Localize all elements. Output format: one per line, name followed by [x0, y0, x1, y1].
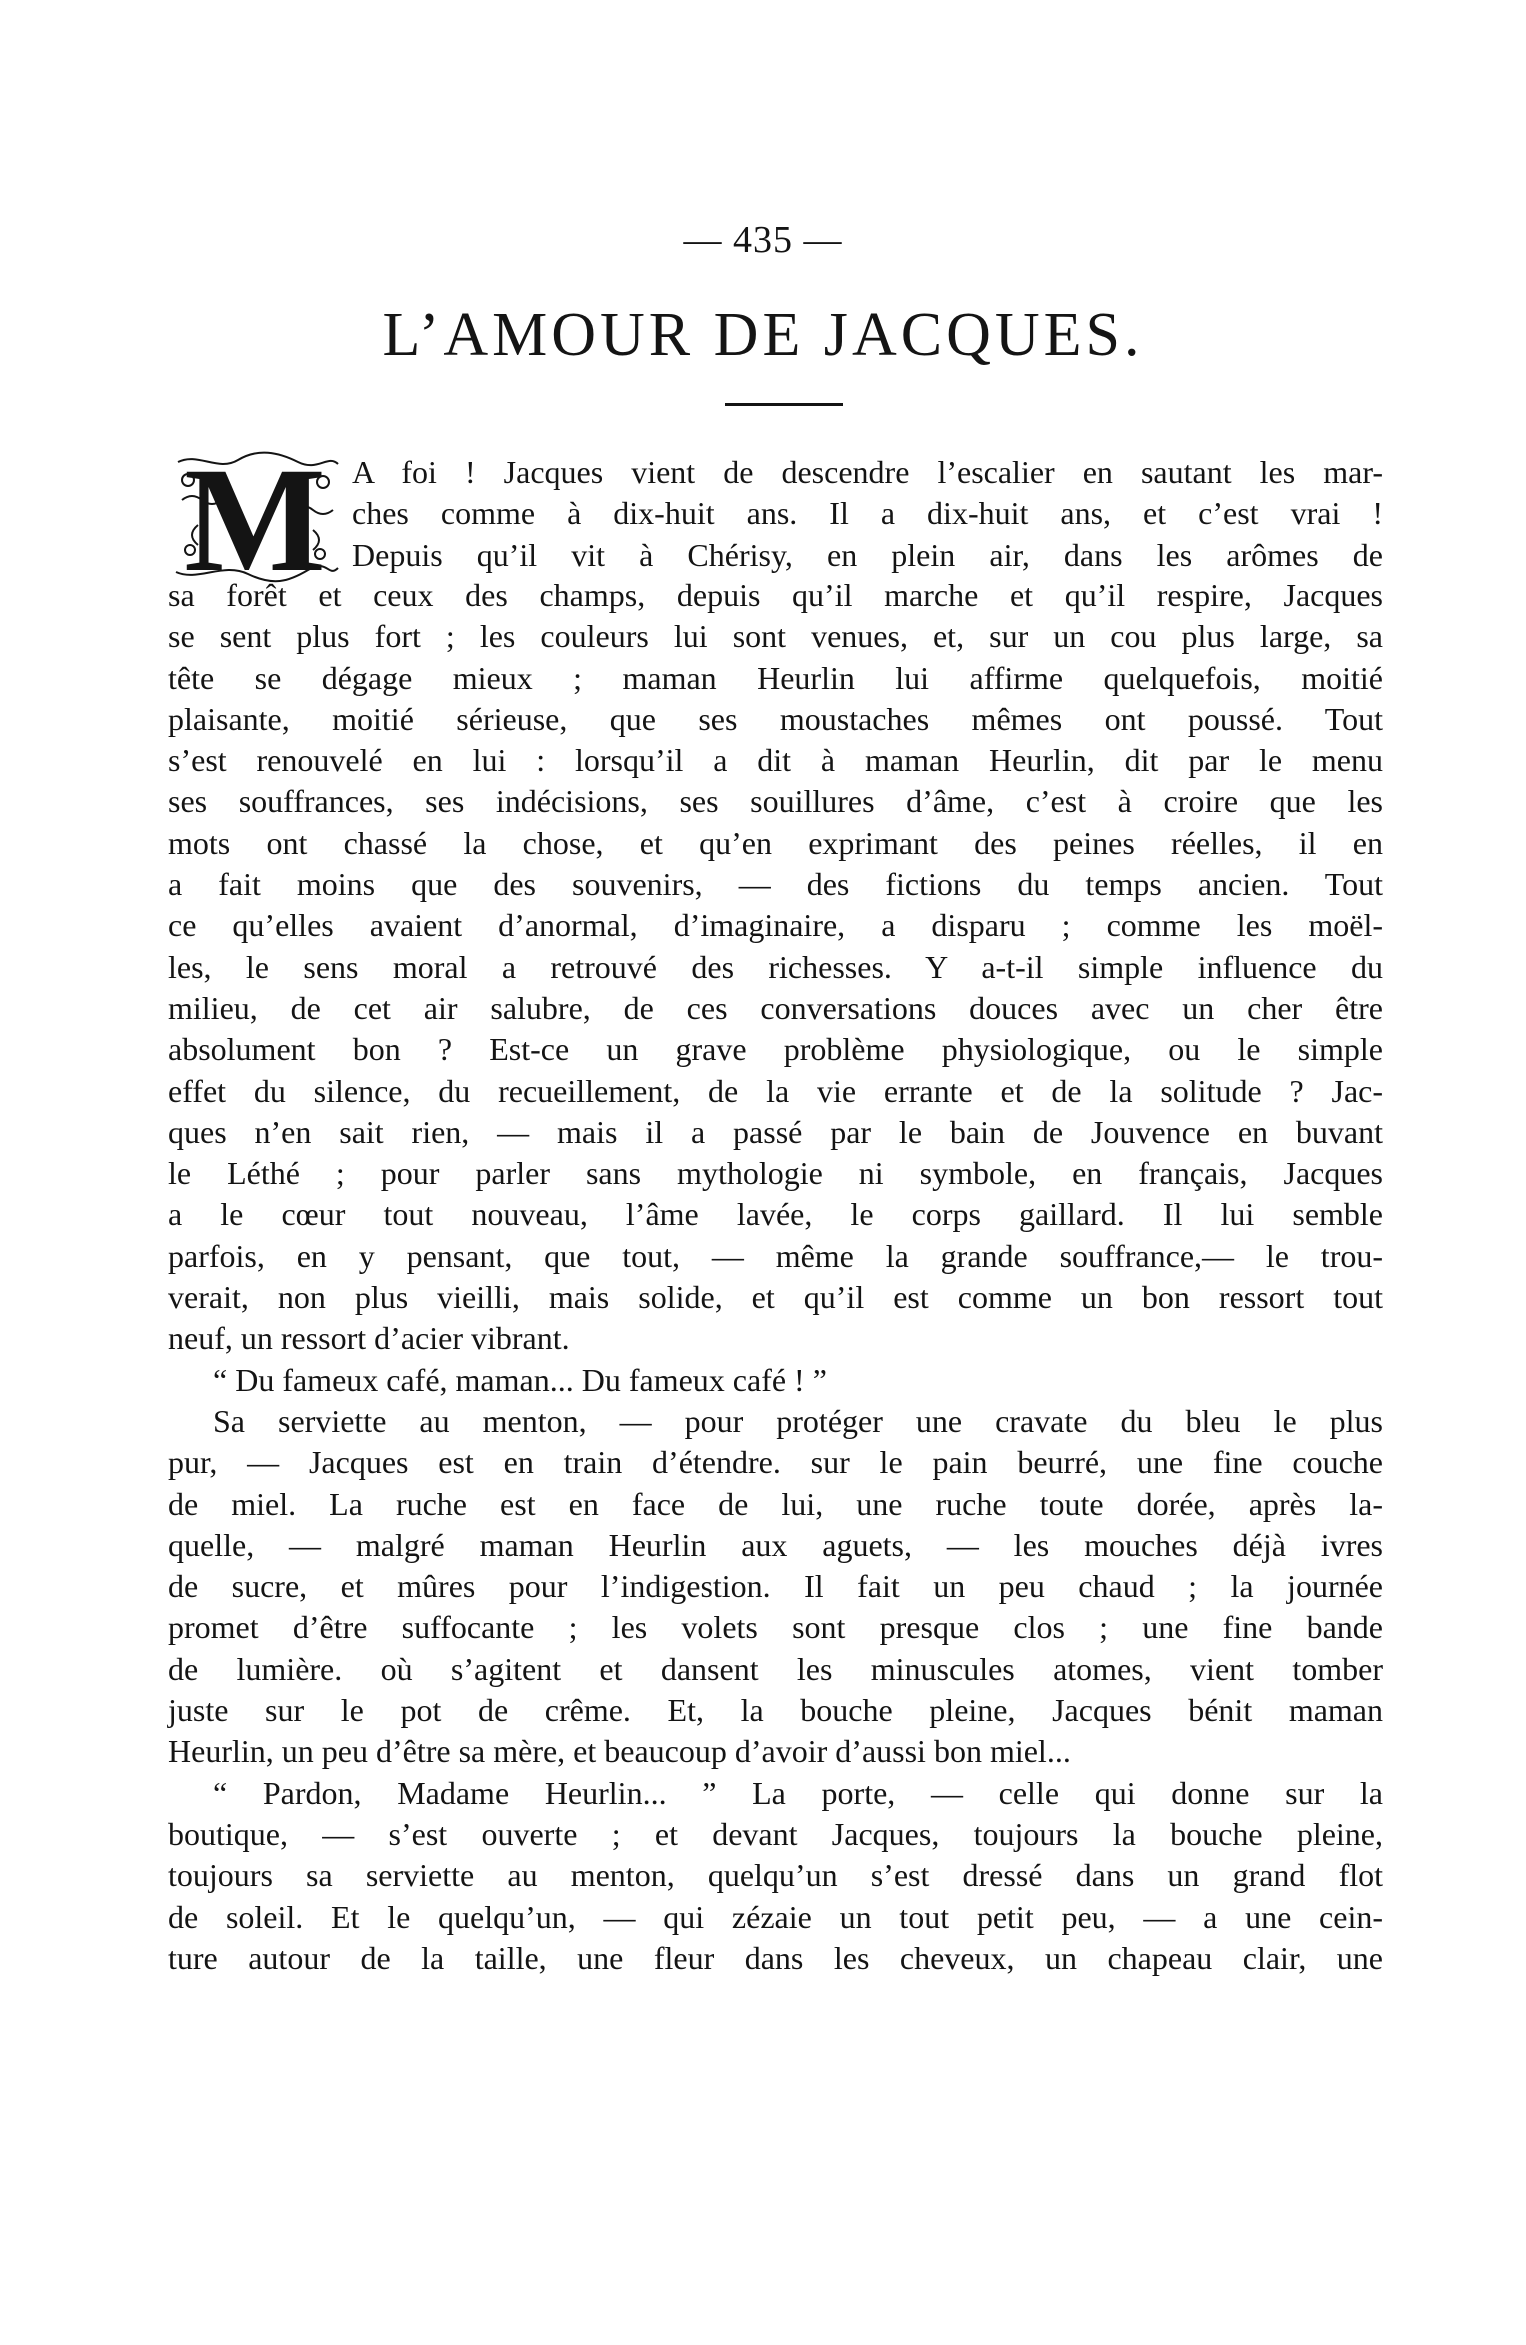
text-line: sa forêt et ceux des champs, depuis qu’il marche et qu’il respire, Jacques — [168, 577, 1383, 613]
text-line: Depuis qu’il vit à Chérisy, en plein air, dans les arômes de — [352, 536, 1383, 573]
text-line: ques n’en sait rien, — mais il a passé par le bain de Jouvence en buvant — [168, 1113, 1383, 1150]
text-line: effet du silence, du recueillement, de la vie errante et de la solitude ? Jac- — [168, 1072, 1383, 1109]
paragraph-1 — [168, 575, 1383, 1360]
text-line: “ Du fameux café, maman... Du fameux café ! ” — [213, 1361, 827, 1398]
chapter-title: L’AMOUR DE JACQUES. — [382, 301, 1144, 369]
text-line: juste sur le pot de crême. Et, la bouche pleine, Jacques bénit maman — [168, 1692, 1383, 1729]
text-line: de lumière. où s’agitent et dansent les minuscules atomes, vient tomber — [168, 1650, 1383, 1687]
text-line: de miel. La ruche est en face de lui, une ruche toute dorée, après la- — [168, 1485, 1383, 1522]
text-line: le Léthé ; pour parler sans mythologie ni symbole, en français, Jacques — [168, 1155, 1383, 1192]
text-line: de sucre, et mûres pour l’indigestion. Il fait un peu chaud ; la journée — [168, 1568, 1383, 1605]
page-number: — 435 — — [683, 219, 843, 261]
text-line: Heurlin, un peu d’être sa mère, et beaucoup d’avoir d’aussi bon miel... — [168, 1733, 1071, 1770]
text-line: a le cœur tout nouveau, l’âme lavée, le corps gaillard. Il lui semble — [168, 1196, 1383, 1233]
text-line: Sa serviette au menton, — pour protéger une cravate du bleu le plus — [213, 1402, 1383, 1439]
text-line: promet d’être suffocante ; les volets sont presque clos ; une fine bande — [168, 1609, 1383, 1646]
text-line: toujours sa serviette au menton, quelqu’un s’est dressé dans un grand flot — [168, 1857, 1383, 1894]
title-rule — [725, 403, 843, 406]
text-line: se sent plus fort ; les couleurs lui sont venues, et, sur un cou plus large, sa — [168, 618, 1383, 655]
text-line: tête se dégage mieux ; maman Heurlin lui affirme quelquefois, moitié — [168, 659, 1383, 696]
body-text — [168, 575, 1383, 1979]
text-line: de soleil. Et le quelqu’un, — qui zézaie un tout petit peu, — a une cein- — [168, 1898, 1383, 1935]
opening-lines — [352, 452, 1383, 576]
text-line: verait, non plus vieilli, mais solide, et qu’il est comme un bon ressort tout — [168, 1279, 1383, 1316]
text-line: quelle, — malgré maman Heurlin aux aguets, — les mouches déjà ivres — [168, 1526, 1383, 1563]
text-line: ses souffrances, ses indécisions, ses souillures d’âme, c’est à croire que les — [168, 783, 1383, 820]
text-line: ture autour de la taille, une fleur dans les cheveux, un chapeau clair, une — [168, 1939, 1383, 1976]
drop-cap-letter: M — [184, 450, 326, 585]
text-line: a fait moins que des souvenirs, — des fictions du temps ancien. Tout — [168, 866, 1383, 903]
text-line: neuf, un ressort d’acier vibrant. — [168, 1320, 570, 1357]
text-line: s’est renouvelé en lui : lorsqu’il a dit à maman Heurlin, dit par le menu — [168, 742, 1383, 779]
text-line: pur, — Jacques est en train d’étendre. sur le pain beurré, une fine couche — [168, 1444, 1383, 1481]
text-line: plaisante, moitié sérieuse, que ses moustaches mêmes ont poussé. Tout — [168, 700, 1383, 737]
text-line: milieu, de cet air salubre, de ces conversations douces avec un cher être — [168, 989, 1383, 1026]
text-line: parfois, en y pensant, que tout, — même la grande souffrance,— le trou- — [168, 1237, 1383, 1274]
paragraph-2 — [168, 1360, 1383, 1401]
text-line: “ Pardon, Madame Heurlin... ” La porte, — celle qui donne sur la — [213, 1774, 1383, 1811]
text-line: ce qu’elles avaient d’anormal, d’imaginaire, a disparu ; comme les moël- — [168, 907, 1383, 944]
paragraph-4 — [168, 1773, 1383, 1979]
text-line: absolument bon ? Est-ce un grave problème physiologique, ou le simple — [168, 1031, 1383, 1068]
text-line: mots ont chassé la chose, et qu’en exprimant des peines réelles, il en — [168, 824, 1383, 861]
text-line: boutique, — s’est ouverte ; et devant Jacques, toujours la bouche pleine, — [168, 1815, 1383, 1852]
text-line: A foi ! Jacques vient de descendre l’escalier en sautant les mar- — [352, 454, 1383, 490]
paragraph-3 — [168, 1401, 1383, 1773]
text-line: ches comme à dix-huit ans. Il a dix-huit ans, et c’est vrai ! — [352, 495, 1383, 532]
text-line: les, le sens moral a retrouvé des richesses. Y a-t-il simple influence du — [168, 948, 1383, 985]
ornamental-drop-cap — [168, 450, 343, 585]
